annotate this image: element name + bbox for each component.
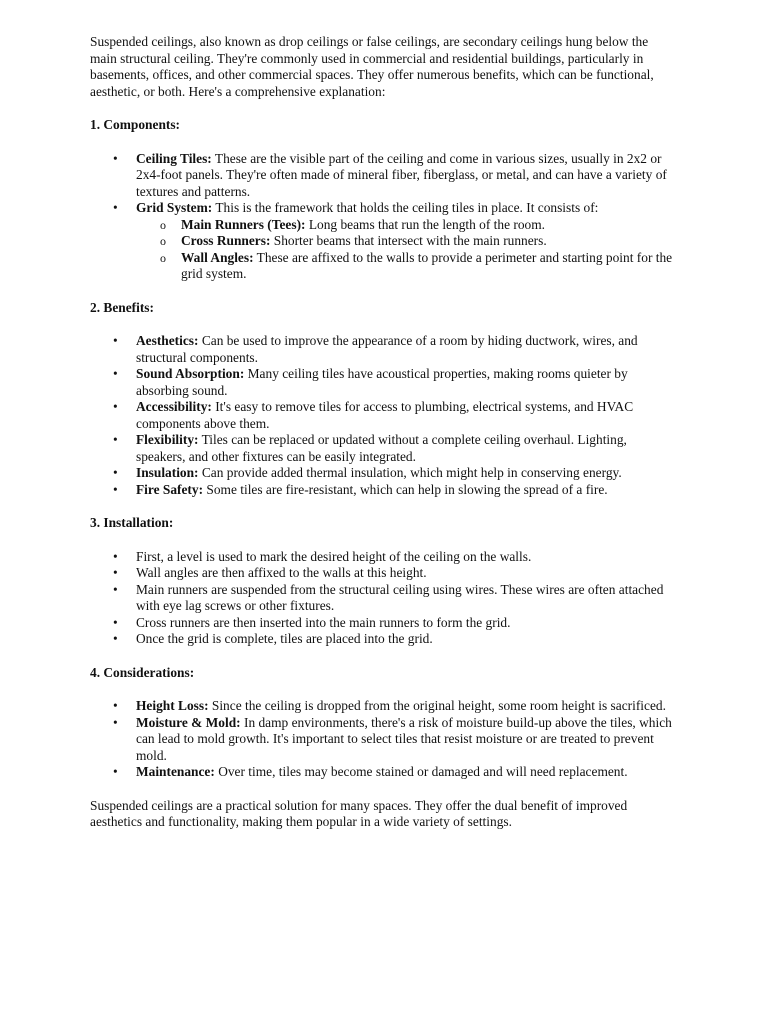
item-text: It's easy to remove tiles for access to plumbing, electrical systems, and HVAC components above them. — [136, 399, 634, 431]
list-item — [90, 482, 675, 499]
list-item — [90, 698, 675, 715]
document-page — [90, 34, 675, 831]
list-item — [90, 399, 675, 432]
benefits-list — [90, 333, 675, 498]
item-text: Shorter beams that intersect with the main runners. — [270, 233, 547, 248]
item-text: Can be used to improve the appearance of a room by hiding ductwork, wires, and structural components. — [136, 333, 638, 365]
list-item: • Main runners are suspended from the structural ceiling using wires. These wires are often attached with eye lag screws or other fixtures. — [90, 582, 675, 615]
list-item — [90, 151, 675, 201]
term-label: Main Runners (Tees): — [181, 216, 306, 232]
term-label: Height Loss: — [136, 698, 209, 713]
item-text: In damp environments, there's a risk of moisture build-up above the tiles, which can lead to mold growth. It's important to select tiles that resist moisture or are treated to prevent mold. — [136, 714, 672, 763]
term-label: Cross Runners: — [181, 233, 271, 248]
sub-list-item — [136, 250, 675, 283]
item-text: Some tiles are fire-resistant, which can help in slowing the spread of a fire. — [203, 481, 608, 497]
section-heading-benefits: 2. Benefits: — [90, 299, 154, 315]
term-label: Fire Safety: — [136, 481, 204, 497]
term-label: Maintenance: — [136, 764, 215, 779]
list-item — [90, 764, 675, 781]
sub-list-item — [136, 217, 675, 234]
term-label: Moisture & Mold: — [136, 714, 241, 730]
list-item: • Once the grid is complete, tiles are placed into the grid. — [90, 631, 675, 648]
considerations-list — [90, 698, 675, 781]
sub-list-item — [136, 233, 675, 250]
term-label: Flexibility: — [136, 432, 199, 447]
intro-paragraph: Suspended ceilings, also known as drop ceilings or false ceilings, are secondary ceilings hung below the main structural ceiling. They're commonly used in commercial and residential buildings, particularly in basements, offices, and other commercial spaces. They offer numerous benefits, which can be functional, aesthetic, or both. Here's a comprehensive explanation: — [90, 34, 654, 99]
term-label: Sound Absorption: — [136, 366, 245, 381]
item-text: These are the visible part of the ceiling and come in various sizes, usually in 2x2 or 2x4-foot panels. They're often made of mineral fiber, fiberglass, or metal, and can have a variety of textures and patterns. — [136, 150, 667, 199]
item-text: Many ceiling tiles have acoustical properties, making rooms quieter by absorbing sound. — [136, 366, 628, 398]
list-item: • First, a level is used to mark the desired height of the ceiling on the walls. — [90, 549, 675, 566]
section-heading-installation: 3. Installation: — [90, 515, 174, 530]
components-list — [90, 151, 675, 283]
list-item — [90, 333, 675, 366]
installation-list — [90, 549, 675, 648]
section-heading-components: 1. Components: — [90, 117, 181, 132]
list-item — [90, 366, 675, 399]
item-text: Over time, tiles may become stained or damaged and will need replacement. — [214, 764, 628, 779]
term-label: Accessibility: — [136, 399, 212, 414]
item-text: Since the ceiling is dropped from the original height, some room height is sacrificed. — [208, 698, 666, 713]
item-text: These are affixed to the walls to provide a perimeter and starting point for the grid system. — [181, 249, 673, 281]
list-item: • Cross runners are then inserted into the main runners to form the grid. — [90, 615, 675, 632]
term-label: Ceiling Tiles: — [136, 150, 212, 166]
grid-system-sublist — [136, 217, 675, 283]
term-label: Grid System: — [136, 200, 213, 215]
closing-paragraph: Suspended ceilings are a practical solution for many spaces. They offer the dual benefit of improved aesthetics and functionality, making them popular in a wide variety of settings. — [90, 797, 628, 829]
list-item — [90, 465, 675, 482]
item-text: Can provide added thermal insulation, which might help in conserving energy. — [198, 465, 622, 480]
list-item: • Wall angles are then affixed to the walls at this height. — [90, 565, 675, 582]
term-label: Aesthetics: — [136, 333, 199, 348]
term-label: Insulation: — [136, 465, 199, 480]
term-label: Wall Angles: — [181, 249, 254, 265]
item-text: Long beams that run the length of the room. — [305, 216, 545, 232]
item-text: This is the framework that holds the ceiling tiles in place. It consists of: — [212, 200, 599, 215]
item-text: Tiles can be replaced or updated without a complete ceiling overhaul. Lighting, speakers, and other fixtures can be easily integrated. — [136, 432, 627, 464]
list-item — [90, 200, 675, 283]
section-heading-considerations: 4. Considerations: — [90, 664, 195, 680]
list-item — [90, 715, 675, 765]
list-item — [90, 432, 675, 465]
